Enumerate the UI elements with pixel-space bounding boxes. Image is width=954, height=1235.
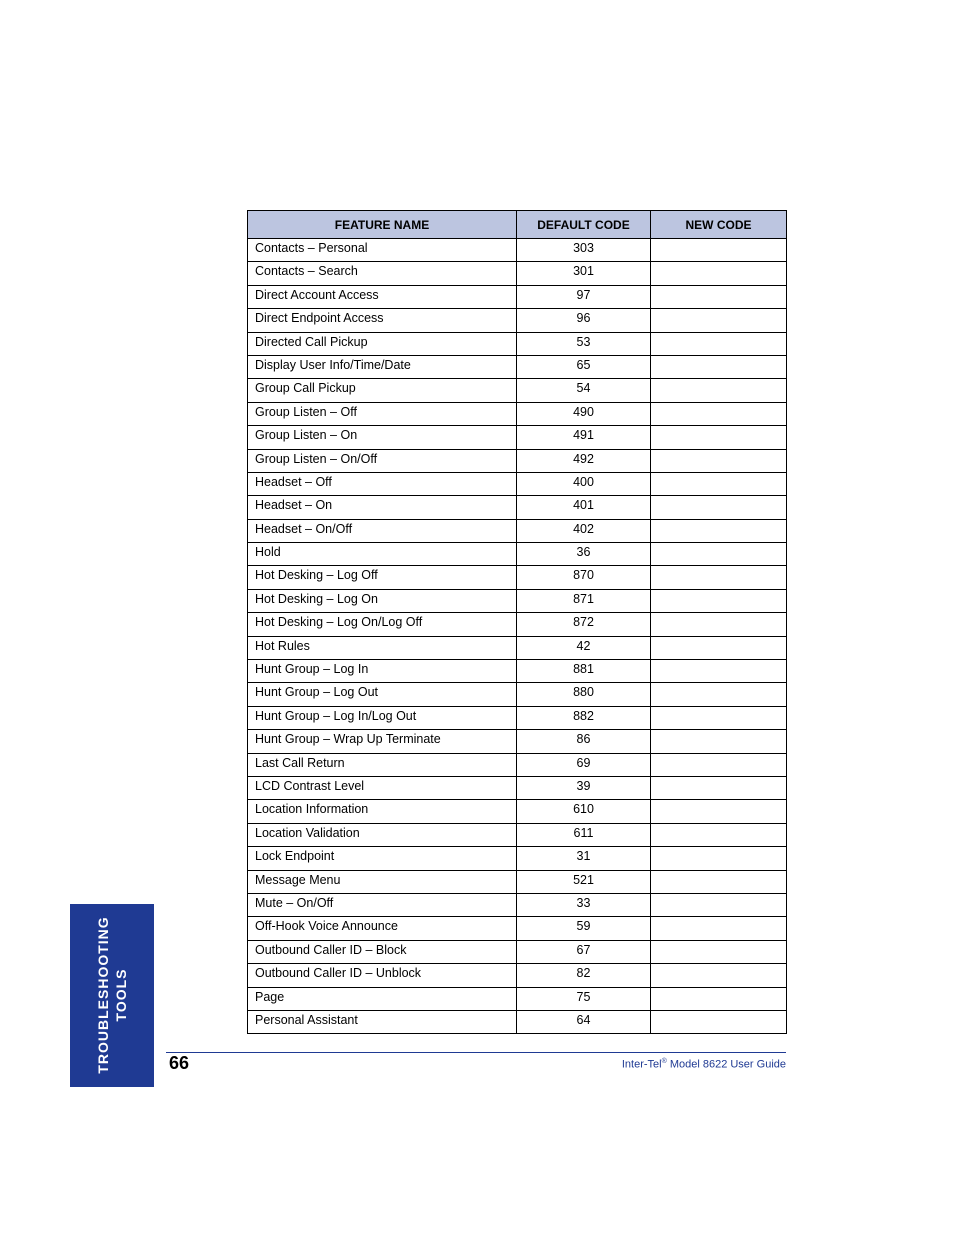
guide-name: Model 8622 User Guide — [666, 1058, 786, 1071]
feature-name-cell: Location Information — [248, 800, 517, 823]
feature-name-cell: Hold — [248, 543, 517, 566]
new-code-cell — [651, 893, 787, 916]
new-code-cell — [651, 613, 787, 636]
new-code-cell — [651, 917, 787, 940]
feature-name-cell: Hunt Group – Log Out — [248, 683, 517, 706]
table-row — [248, 660, 787, 683]
default-code-cell: 65 — [517, 355, 651, 378]
new-code-cell — [651, 823, 787, 846]
header-new-code: NEW CODE — [651, 211, 787, 239]
table-row — [248, 449, 787, 472]
table-row — [248, 496, 787, 519]
table-row — [248, 893, 787, 916]
feature-name-cell: Group Listen – Off — [248, 402, 517, 425]
table-row — [248, 636, 787, 659]
new-code-cell — [651, 1010, 787, 1033]
table-row — [248, 332, 787, 355]
new-code-cell — [651, 589, 787, 612]
default-code-cell: 96 — [517, 309, 651, 332]
table-row — [248, 753, 787, 776]
feature-name-cell: Direct Endpoint Access — [248, 309, 517, 332]
default-code-cell: 75 — [517, 987, 651, 1010]
feature-name-cell: Hunt Group – Log In/Log Out — [248, 706, 517, 729]
registered-mark: ® — [661, 1058, 667, 1065]
default-code-cell: 491 — [517, 426, 651, 449]
table-row — [248, 543, 787, 566]
default-code-cell: 870 — [517, 566, 651, 589]
feature-name-cell: Group Listen – On/Off — [248, 449, 517, 472]
table-row — [248, 940, 787, 963]
table-row — [248, 566, 787, 589]
new-code-cell — [651, 660, 787, 683]
new-code-cell — [651, 472, 787, 495]
brand-name: Inter-Tel — [621, 1058, 662, 1071]
footer-divider — [166, 1052, 786, 1053]
default-code-cell: 86 — [517, 730, 651, 753]
new-code-cell — [651, 683, 787, 706]
new-code-cell — [651, 543, 787, 566]
feature-name-cell: Hunt Group – Wrap Up Terminate — [248, 730, 517, 753]
default-code-cell: 521 — [517, 870, 651, 893]
new-code-cell — [651, 355, 787, 378]
guide-title — [622, 1058, 786, 1071]
feature-name-cell: Last Call Return — [248, 753, 517, 776]
feature-name-cell: Outbound Caller ID – Unblock — [248, 964, 517, 987]
section-tab-line-2: TOOLS — [113, 968, 129, 1022]
new-code-cell — [651, 940, 787, 963]
table-row — [248, 379, 787, 402]
feature-name-cell: Headset – On/Off — [248, 519, 517, 542]
default-code-cell: 871 — [517, 589, 651, 612]
default-code-cell: 67 — [517, 940, 651, 963]
default-code-cell: 490 — [517, 402, 651, 425]
default-code-cell: 400 — [517, 472, 651, 495]
new-code-cell — [651, 496, 787, 519]
default-code-cell: 59 — [517, 917, 651, 940]
table-row — [248, 589, 787, 612]
table-body — [248, 239, 787, 1034]
feature-name-cell: Page — [248, 987, 517, 1010]
table-row — [248, 1010, 787, 1033]
default-code-cell: 872 — [517, 613, 651, 636]
new-code-cell — [651, 730, 787, 753]
default-code-cell: 69 — [517, 753, 651, 776]
section-tab — [70, 904, 154, 1087]
default-code-cell: 82 — [517, 964, 651, 987]
new-code-cell — [651, 332, 787, 355]
feature-name-cell: Hot Desking – Log On — [248, 589, 517, 612]
page-number: 66 — [169, 1053, 190, 1073]
default-code-cell: 402 — [517, 519, 651, 542]
default-code-cell: 53 — [517, 332, 651, 355]
default-code-cell: 54 — [517, 379, 651, 402]
feature-name-cell: LCD Contrast Level — [248, 776, 517, 799]
feature-name-cell: Mute – On/Off — [248, 893, 517, 916]
default-code-cell: 64 — [517, 1010, 651, 1033]
feature-name-cell: Contacts – Personal — [248, 239, 517, 262]
feature-name-cell: Personal Assistant — [248, 1010, 517, 1033]
feature-name-cell: Group Listen – On — [248, 426, 517, 449]
new-code-cell — [651, 566, 787, 589]
header-default-code: DEFAULT CODE — [517, 211, 651, 239]
table-row — [248, 823, 787, 846]
new-code-cell — [651, 309, 787, 332]
new-code-cell — [651, 379, 787, 402]
new-code-cell — [651, 402, 787, 425]
default-code-cell: 881 — [517, 660, 651, 683]
default-code-cell: 303 — [517, 239, 651, 262]
feature-name-cell: Group Call Pickup — [248, 379, 517, 402]
default-code-cell: 97 — [517, 285, 651, 308]
new-code-cell — [651, 239, 787, 262]
new-code-cell — [651, 987, 787, 1010]
feature-name-cell: Hot Desking – Log On/Log Off — [248, 613, 517, 636]
section-tab-line-1: TROUBLESHOOTING — [95, 916, 111, 1074]
table-row — [248, 683, 787, 706]
feature-name-cell: Lock Endpoint — [248, 847, 517, 870]
default-code-cell: 880 — [517, 683, 651, 706]
table-row — [248, 239, 787, 262]
new-code-cell — [651, 426, 787, 449]
table-row — [248, 402, 787, 425]
table-row — [248, 870, 787, 893]
feature-name-cell: Directed Call Pickup — [248, 332, 517, 355]
new-code-cell — [651, 519, 787, 542]
feature-name-cell: Direct Account Access — [248, 285, 517, 308]
table-row — [248, 355, 787, 378]
table-row — [248, 472, 787, 495]
table-header-row — [248, 211, 787, 239]
default-code-cell: 31 — [517, 847, 651, 870]
feature-name-cell: Hot Rules — [248, 636, 517, 659]
new-code-cell — [651, 964, 787, 987]
default-code-cell: 39 — [517, 776, 651, 799]
feature-name-cell: Headset – On — [248, 496, 517, 519]
table-row — [248, 262, 787, 285]
feature-name-cell: Hunt Group – Log In — [248, 660, 517, 683]
table-row — [248, 426, 787, 449]
new-code-cell — [651, 800, 787, 823]
new-code-cell — [651, 870, 787, 893]
default-code-cell: 882 — [517, 706, 651, 729]
table-row — [248, 776, 787, 799]
table-row — [248, 519, 787, 542]
table-row — [248, 847, 787, 870]
table-row — [248, 730, 787, 753]
feature-code-table — [247, 210, 787, 1034]
default-code-cell: 401 — [517, 496, 651, 519]
header-feature-name: FEATURE NAME — [248, 211, 517, 239]
default-code-cell: 36 — [517, 543, 651, 566]
new-code-cell — [651, 706, 787, 729]
new-code-cell — [651, 285, 787, 308]
default-code-cell: 610 — [517, 800, 651, 823]
table-row — [248, 613, 787, 636]
new-code-cell — [651, 776, 787, 799]
default-code-cell: 33 — [517, 893, 651, 916]
table-row — [248, 706, 787, 729]
new-code-cell — [651, 753, 787, 776]
table-row — [248, 800, 787, 823]
new-code-cell — [651, 449, 787, 472]
feature-name-cell: Headset – Off — [248, 472, 517, 495]
table-row — [248, 309, 787, 332]
default-code-cell: 42 — [517, 636, 651, 659]
default-code-cell: 492 — [517, 449, 651, 472]
default-code-cell: 301 — [517, 262, 651, 285]
feature-name-cell: Hot Desking – Log Off — [248, 566, 517, 589]
feature-name-cell: Outbound Caller ID – Block — [248, 940, 517, 963]
section-tab-label — [94, 916, 130, 1073]
new-code-cell — [651, 262, 787, 285]
new-code-cell — [651, 636, 787, 659]
table-row — [248, 964, 787, 987]
table-row — [248, 987, 787, 1010]
feature-name-cell: Display User Info/Time/Date — [248, 355, 517, 378]
feature-name-cell: Message Menu — [248, 870, 517, 893]
table-row — [248, 285, 787, 308]
feature-name-cell: Contacts – Search — [248, 262, 517, 285]
feature-name-cell: Location Validation — [248, 823, 517, 846]
default-code-cell: 611 — [517, 823, 651, 846]
feature-name-cell: Off-Hook Voice Announce — [248, 917, 517, 940]
new-code-cell — [651, 847, 787, 870]
table-row — [248, 917, 787, 940]
